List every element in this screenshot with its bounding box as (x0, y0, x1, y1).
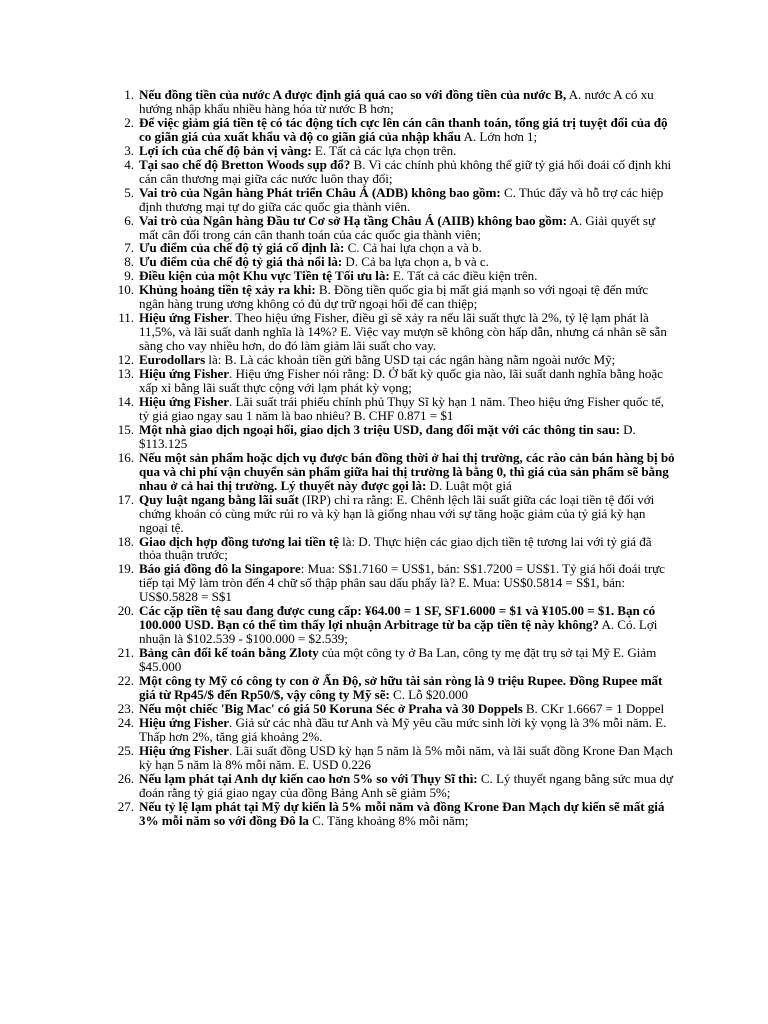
answer-text: . Giả sử các nhà đầu tư Anh và Mỹ yêu cầu mức sinh lời kỳ vọng là 3% mỗi năm. E. Thấp hơn 2%, tăng giá khoảng 2%. (139, 714, 667, 744)
question-text: Các cặp tiền tệ sau đang được cung cấp: ¥64.00 = 1 SF, SF1.6000 = $1 và ¥105.00 = $1. Bạn có 100.000 USD. Bạn có thể tìm thấy lợi nhuận Arbitrage từ ba cặp tiền tệ này không? (139, 603, 656, 633)
list-item (104, 283, 676, 311)
list-item (104, 255, 676, 269)
answer-text: C. Tăng khoảng 8% mỗi năm; (308, 812, 469, 828)
item-number: 4. (124, 156, 134, 172)
item-number: 3. (124, 142, 134, 158)
item-number: 23. (117, 700, 134, 716)
answer-text: D. Cả ba lựa chọn a, b và c. (342, 254, 489, 270)
answer-text: là: B. Là các khoản tiền gửi bằng USD tại các ngân hàng nằm ngoài nước Mỹ; (205, 352, 616, 368)
list-item (104, 144, 676, 158)
question-text: Một nhà giao dịch ngoại hối, giao dịch 3 triệu USD, đang đối mặt với các thông tin sau: (139, 421, 620, 437)
question-text: Quy luật ngang bằng lãi suất (139, 491, 299, 507)
answer-text: C. Lỗ $20.000 (389, 686, 469, 702)
item-number: 16. (117, 449, 134, 465)
item-number: 15. (117, 421, 134, 437)
question-text: Hiệu ứng Fisher (139, 366, 230, 382)
list-item (104, 214, 676, 242)
item-number: 9. (124, 268, 134, 284)
list-item (104, 702, 676, 716)
question-text: Hiệu ứng Fisher (139, 310, 230, 326)
list-item (104, 116, 676, 144)
question-text: Vai trò của Ngân hàng Đầu tư Cơ sở Hạ tầng Châu Á (AIIB) không bao gồm: (139, 212, 567, 228)
item-number: 27. (117, 798, 134, 814)
item-number: 18. (117, 533, 134, 549)
answer-text: . Lãi suất trái phiếu chính phủ Thụy Sĩ kỳ hạn 1 năm. Theo hiệu ứng Fisher quốc tế, tỷ giá giao ngay sau 1 năm là bao nhiêu? B. CHF 0.871 = $1 (139, 393, 664, 423)
item-number: 19. (117, 561, 134, 577)
list-item (104, 451, 676, 493)
item-number: 6. (124, 212, 134, 228)
question-text: Lợi ích của chế độ bản vị vàng: (139, 142, 312, 158)
answer-text: B. CKr 1.6667 = 1 Doppel (522, 700, 665, 716)
question-text: Vai trò của Ngân hàng Phát triển Châu Á (ADB) không bao gồm: (139, 184, 501, 200)
question-text: Nếu một chiếc 'Big Mac' có giá 50 Koruna Séc ở Praha và 30 Doppels (139, 700, 523, 716)
question-text: Eurodollars (139, 352, 206, 368)
item-number: 2. (124, 114, 134, 130)
question-text: Một công ty Mỹ có công ty con ở Ấn Độ, sở hữu tài sản ròng là 9 triệu Rupee. Đồng Rupee mất giá từ Rp45/$ đến Rp50/$, vậy công ty Mỹ sẽ: (139, 673, 663, 702)
question-text: Nếu tỷ lệ lạm phát tại Mỹ dự kiến là 5% mỗi năm và đồng Krone Đan Mạch dự kiến sẽ mất giá 3% mỗi năm so với đồng Đô la (139, 798, 665, 828)
item-number: 1. (124, 87, 134, 102)
answer-text: E. Tất cả các điều kiện trên. (389, 268, 538, 284)
question-text: Tại sao chế độ Bretton Woods sụp đổ? (139, 156, 351, 172)
item-number: 21. (117, 645, 134, 661)
answer-text: (IRP) chỉ ra rằng: E. Chênh lệch lãi suất giữa các loại tiền tệ đối với chứng khoán có cùng mức rủi ro và kỳ hạn là giống nhau với sự tăng hoặc giảm của tỷ giá kỳ hạn ngoại tệ. (139, 491, 655, 535)
question-text: Báo giá đồng đô la Singapore (139, 561, 301, 577)
answer-text: D. Luật một giá (426, 477, 512, 493)
answer-text: D. $113.125 (139, 421, 636, 451)
answer-text: B. Vì các chính phủ không thể giữ tỷ giá hối đoái cố định khi cán cân thương mại giữa các nước luôn thay đổi; (139, 156, 672, 186)
list-item (104, 241, 676, 255)
answer-text: A. Có. Lợi nhuận là $102.539 - $100.000 = $2.539; (139, 617, 658, 647)
answer-text: B. Đồng tiền quốc gia bị mất giá mạnh so với ngoại tệ đến mức ngân hàng trung ương không có đủ dự trữ ngoại hối để can thiệp; (139, 282, 649, 312)
answer-text: C. Thúc đẩy và hỗ trợ các hiệp định thương mại tự do giữa các quốc gia thành viên. (139, 184, 664, 214)
question-text: Nếu đồng tiền của nước A được định giá quá cao so với đồng tiền của nước B, (139, 87, 567, 102)
item-number: 7. (124, 240, 134, 256)
answer-text: . Hiệu ứng Fisher nói rằng: D. Ở bất kỳ quốc gia nào, lãi suất danh nghĩa bằng hoặc xấp xỉ bằng lãi suất thực cộng với lạm phát kỳ vọng; (139, 366, 663, 396)
item-number: 13. (117, 366, 134, 382)
item-number: 17. (117, 491, 134, 507)
item-number: 24. (117, 714, 134, 730)
list-item (104, 604, 676, 646)
item-number: 26. (117, 770, 134, 786)
list-item (104, 716, 676, 744)
answer-text: của một công ty ở Ba Lan, công ty mẹ đặt trụ sở tại Mỹ E. Giảm $45.000 (139, 645, 657, 675)
item-number: 12. (117, 352, 134, 368)
item-number: 14. (117, 393, 134, 409)
answer-text: : Mua: S$1.7160 = US$1, bán: S$1.7200 = US$1. Tỷ giá hối đoái trực tiếp tại Mỹ làm tròn đến 4 chữ số thập phân sau dấu phẩy là? E. Mua: US$0.5814 = S$1, bán: US$0.5828 = S$1 (139, 561, 665, 605)
list-item (104, 269, 676, 283)
question-text: Để việc giảm giá tiền tệ có tác động tích cực lên cán cân thanh toán, tổng giá trị tuyệt đối của độ co giãn giá của xuất khẩu và độ co giãn giá của nhập khẩu (139, 114, 668, 144)
list-item (104, 158, 676, 186)
answer-text: C. Cả hai lựa chọn a và b. (344, 240, 482, 256)
list-item (104, 800, 676, 828)
list-item (104, 395, 676, 423)
question-text: Hiệu ứng Fisher (139, 714, 230, 730)
list-item (104, 674, 676, 702)
list-item (104, 493, 676, 535)
question-text: Hiệu ứng Fisher (139, 742, 230, 758)
list-item (104, 744, 676, 772)
answer-text: E. Tất cả các lựa chọn trên. (311, 142, 457, 158)
question-text: Khủng hoảng tiền tệ xảy ra khi: (139, 282, 316, 298)
question-text: Nếu lạm phát tại Anh dự kiến cao hơn 5% so với Thụy Sĩ thì: (139, 770, 478, 786)
question-text: Bảng cân đối kế toán bằng Zloty (139, 645, 319, 661)
item-number: 22. (117, 673, 134, 689)
question-text: Giao dịch hợp đồng tương lai tiền tệ (139, 533, 339, 549)
question-text: Điều kiện của một Khu vực Tiền tệ Tối ưu là: (139, 268, 390, 284)
answer-text: A. Giải quyết sự mất cân đối trong cán cân thanh toán của các quốc gia thành viên; (139, 212, 656, 242)
item-number: 8. (124, 254, 134, 270)
question-answer-list (104, 88, 676, 828)
item-number: 11. (118, 310, 134, 326)
item-number: 25. (117, 742, 134, 758)
list-item (104, 423, 676, 451)
list-item (104, 646, 676, 674)
list-item (104, 186, 676, 214)
question-text: Nếu một sản phẩm hoặc dịch vụ được bán đồng thời ở hai thị trường, các rào cản bán hàng bị bỏ qua và chi phí vận chuyển sản phẩm giữa hai thị trường là bằng 0, thì giá của sản phẩm sẽ bằng nhau ở cả hai thị trường. Lý thuyết này được gọi là: (139, 449, 675, 493)
list-item (104, 311, 676, 353)
answer-text: . Theo hiệu ứng Fisher, điều gì sẽ xảy ra nếu lãi suất thực là 2%, tỷ lệ lạm phát là 11,5%, và lãi suất danh nghĩa là 14%? E. Việc vay mượn sẽ không còn hấp dẫn, nhưng cá nhân sẽ sẵn sàng cho vay nhiều hơn, do đó làm giảm lãi suất cho vay. (139, 310, 667, 354)
answer-text: C. Lý thuyết ngang bằng sức mua dự đoán rằng tỷ giá giao ngay của đồng Bảng Anh sẽ giảm 5%; (139, 770, 673, 800)
list-item (104, 353, 676, 367)
answer-text: A. Lớn hơn 1; (461, 128, 538, 144)
item-number: 20. (117, 603, 134, 619)
answer-text: là: D. Thực hiện các giao dịch tiền tệ tương lai với tỷ giá đã thỏa thuận trước; (139, 533, 652, 563)
answer-text: . Lãi suất đồng USD kỳ hạn 5 năm là 5% mỗi năm, và lãi suất đồng Krone Đan Mạch kỳ hạn 5 năm là 8% mỗi năm. E. USD 0.226 (139, 742, 673, 772)
answer-text: A. nước A có xu hướng nhập khẩu nhiều hàng hóa từ nước B hơn; (139, 87, 654, 116)
question-text: Ưu điểm của chế độ tỷ giá thả nổi là: (139, 254, 343, 270)
question-text: Ưu điểm của chế độ tỷ giá cố định là: (139, 240, 345, 256)
list-item (104, 88, 676, 116)
list-item (104, 535, 676, 563)
list-item (104, 562, 676, 604)
list-item (104, 772, 676, 800)
item-number: 5. (124, 184, 134, 200)
item-number: 10. (117, 282, 134, 298)
list-item (104, 367, 676, 395)
question-text: Hiệu ứng Fisher (139, 393, 230, 409)
